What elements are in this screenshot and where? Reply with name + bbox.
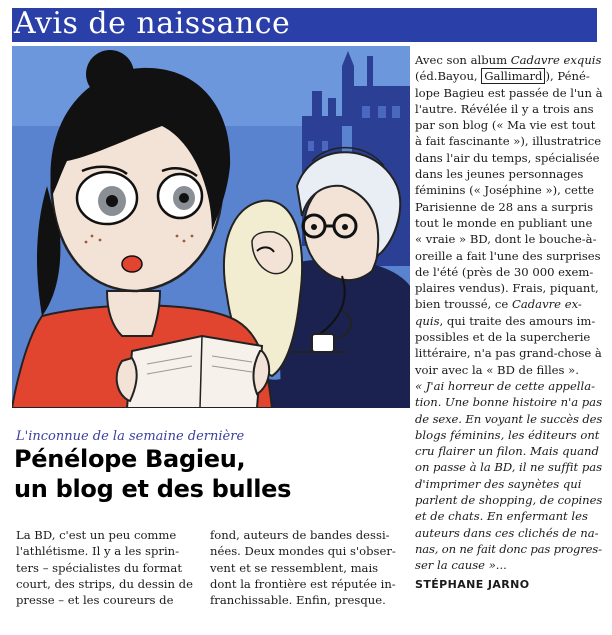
body-line: dans les jeunes personnages	[415, 167, 584, 182]
body-line	[415, 296, 602, 312]
quote-line: nas, on ne fait donc pas progres-	[415, 541, 602, 556]
body-line: plaires vendus). Frais, piquant,	[415, 281, 599, 296]
body-line: fond, auteurs de bandes dessi-	[210, 528, 390, 542]
body-line: voir avec la « BD de filles ».	[415, 362, 579, 377]
body-line: franchissable. Enfin, presque.	[210, 593, 386, 608]
section-banner	[12, 8, 597, 42]
body-line	[415, 313, 602, 329]
body-line: court, des strips, du dessin de	[16, 576, 193, 591]
body-line: féminins (« Joséphine »), cette	[415, 183, 595, 198]
body-line: La BD, c'est un peu comme	[16, 528, 177, 542]
body-line: presse – et les coureurs de	[16, 593, 174, 608]
quote-line: auteurs dans ces clichés de na-	[415, 525, 599, 540]
section-title: Avis de naissance	[14, 6, 291, 41]
quote-line: parlent de shopping, de copines	[415, 493, 603, 508]
body-line: l'athlétisme. Il y a les sprin-	[16, 544, 180, 559]
text-run: (éd.Bayou,	[415, 69, 482, 84]
body-line: dont la frontière est réputée in-	[210, 576, 396, 591]
album-title: Cadavre exquis	[510, 53, 602, 67]
headline-line-1: Pénélope Bagieu,	[14, 445, 246, 473]
body-line: par son blog (« Ma vie est tout	[415, 118, 596, 133]
body-line: lope Bagieu est passée de l'un à	[415, 85, 603, 100]
article-rubric: L'inconnue de la semaine dernière	[16, 429, 245, 444]
text-run: ), Péné-	[545, 69, 590, 84]
text-run: , qui traite des amours im-	[439, 313, 596, 328]
article-illustration	[12, 46, 410, 408]
publisher-name: Gallimard	[481, 68, 545, 84]
body-line	[415, 52, 602, 68]
body-line: à fait fascinante »), illustratrice	[415, 134, 602, 149]
body-line: possibles et de la supercherie	[415, 330, 591, 345]
body-column-3	[415, 52, 602, 593]
body-line: vent et se ressemblent, mais	[210, 560, 379, 575]
body-line: « vraie » BD, dont le bouche-à-	[415, 232, 597, 247]
quote-line: cru flairer un filon. Mais quand	[415, 444, 599, 459]
text-run: Avec son album	[415, 53, 511, 67]
headline-line-2: un blog et des bulles	[14, 475, 292, 503]
author-signature: STÉPHANE JARNO	[415, 577, 530, 591]
body-line: dans l'air du temps, spécialisée	[415, 150, 600, 165]
body-line: l'autre. Révélée il y a trois ans	[415, 101, 594, 116]
text-run: bien troussé, ce	[415, 297, 512, 312]
body-line: Parisienne de 28 ans a surpris	[415, 199, 594, 214]
body-line: nées. Deux mondes qui s'obser-	[210, 544, 396, 559]
quote-line: tion. Une bonne histoire n'a pas	[415, 395, 602, 410]
album-title: Cadavre ex-	[511, 297, 582, 312]
quote-line: et de chats. En enfermant les	[415, 509, 588, 524]
quote-line: on passe à la BD, il ne suffit pas	[415, 460, 603, 475]
article-headline	[14, 444, 409, 504]
body-line: ters – spécialistes du format	[16, 560, 182, 575]
quote-line: de sexe. En voyant le succès des	[415, 411, 603, 426]
quote-line: « J'ai horreur de cette appella-	[415, 378, 596, 393]
body-column-2	[210, 527, 403, 608]
quote-line: d'imprimer des saynètes qui	[415, 476, 582, 491]
album-title: quis	[415, 313, 440, 328]
body-column-1	[16, 527, 206, 608]
quote-line: blogs féminins, les éditeurs ont	[415, 427, 600, 442]
body-line: littéraire, n'a pas grand-chose à	[415, 346, 602, 361]
body-line: de l'été (près de 30 000 exem-	[415, 264, 594, 279]
body-line: oreille a fait l'une des surprises	[415, 248, 601, 263]
quote-line: ser la cause »...	[415, 558, 507, 573]
body-line: tout le monde en publiant une	[415, 215, 593, 230]
body-line	[415, 68, 602, 84]
illustration-icon	[12, 46, 410, 408]
